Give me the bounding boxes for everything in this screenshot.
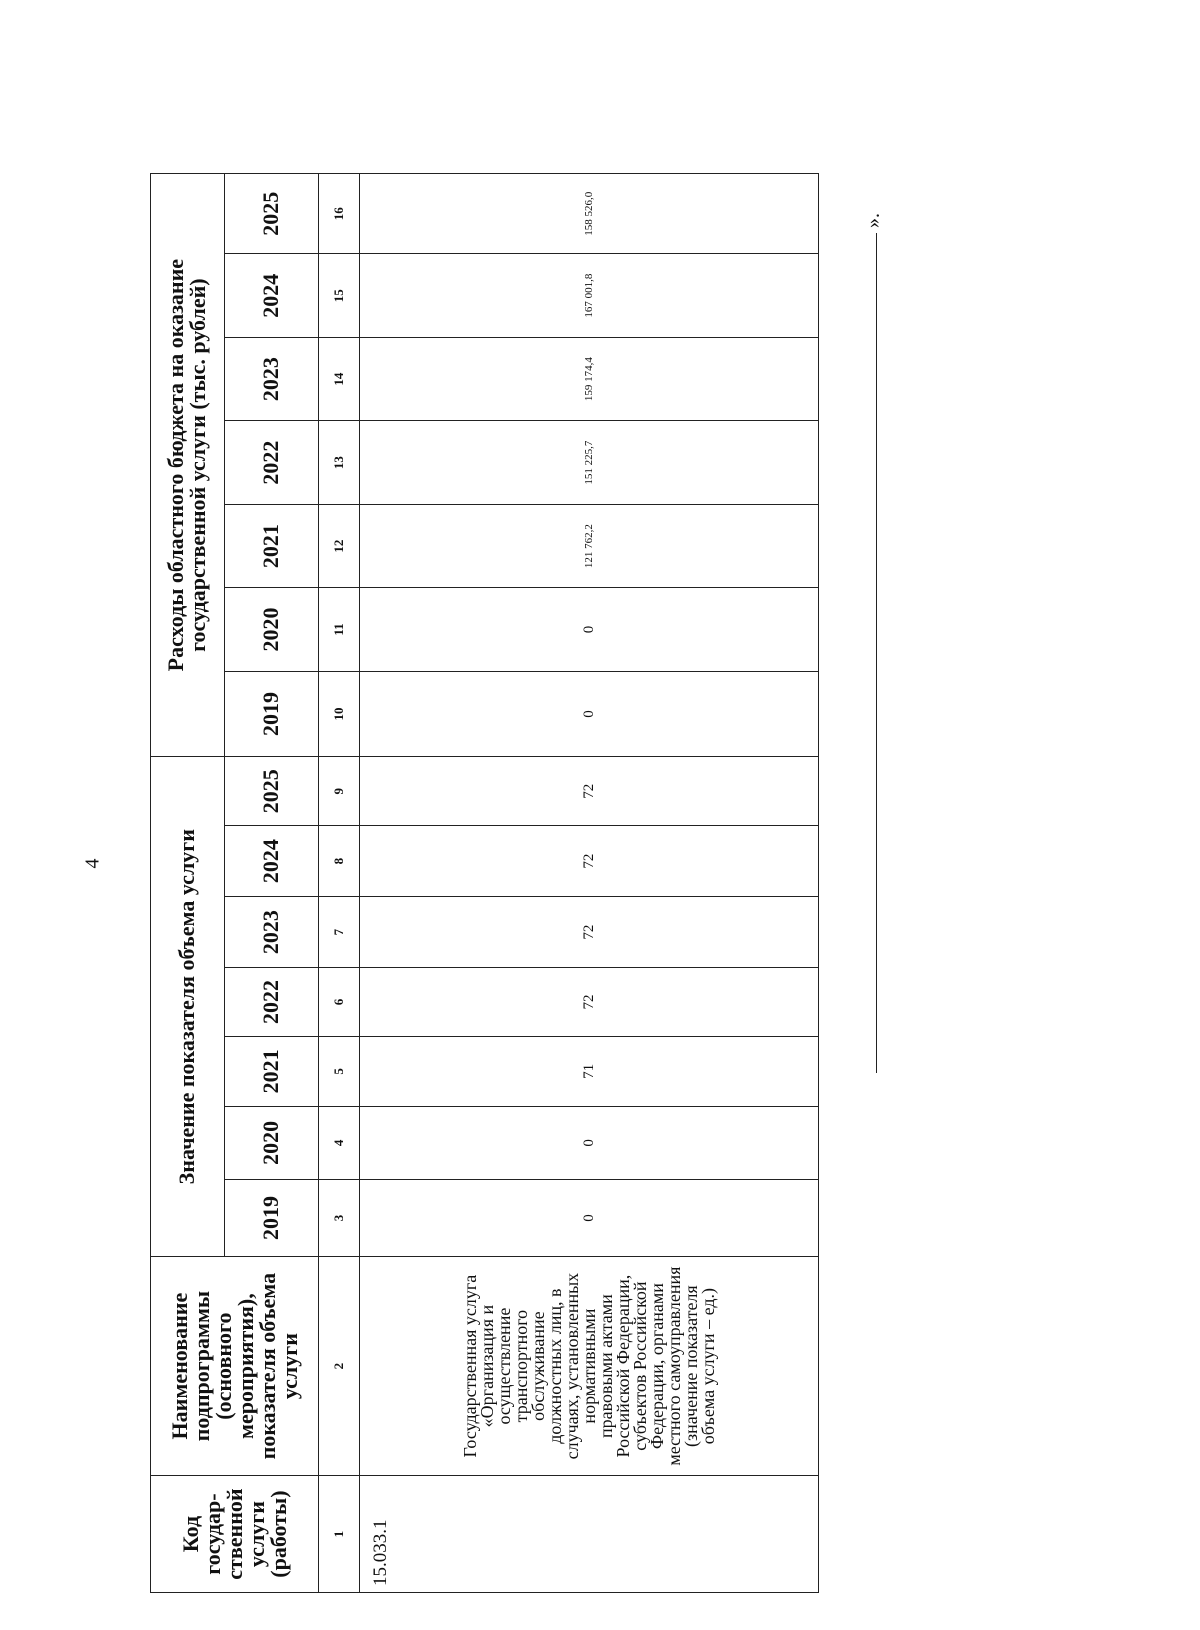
expenses-value: 121 762,2 (360, 504, 819, 587)
service-table-body (359, 173, 819, 1593)
header-volume-year: 2025 (224, 757, 319, 826)
expenses-value: 151 225,7 (360, 421, 819, 504)
volume-value: 0 (360, 1106, 819, 1179)
expenses-value: 0 (360, 671, 819, 757)
expenses-value: 167 001,8 (360, 254, 819, 337)
header-expenses-year: 2019 (224, 671, 319, 757)
expenses-value: 0 (360, 588, 819, 671)
volume-value: 72 (360, 826, 819, 897)
header-volume-year: 2023 (224, 897, 319, 968)
header-volume-year: 2019 (224, 1179, 319, 1256)
column-number: 12 (319, 504, 360, 587)
service-table (150, 173, 360, 1593)
volume-value: 72 (360, 968, 819, 1037)
closing-line (862, 203, 892, 1073)
rotated-table-page (150, 173, 884, 1593)
column-number: 11 (319, 588, 360, 671)
service-code: 15.033.1 (360, 1476, 819, 1593)
header-volume-year: 2024 (224, 826, 319, 897)
column-number: 15 (319, 254, 360, 337)
header-expenses-year: 2025 (224, 174, 319, 254)
header-volume-group: Значение показателя объема услуги (151, 757, 225, 1257)
header-volume-year: 2021 (224, 1036, 319, 1106)
column-number: 1 (319, 1476, 360, 1593)
column-number: 3 (319, 1179, 360, 1256)
column-number: 9 (319, 757, 360, 826)
service-name: Государственная услуга «Организация и осуществление транспортного обслуживание должностных лиц, в случаях, установленных нормативными правовыми актами Российской Федерации, субъектов Российской Федерации, органами местного самоуправления (значение показателя объема услуги – ед.) (360, 1257, 819, 1476)
column-number: 16 (319, 174, 360, 254)
volume-value: 71 (360, 1036, 819, 1106)
header-name: Наименование подпрограммы (основного мероприятия), показателя объема услуги (151, 1257, 319, 1476)
expenses-value: 158 526,0 (360, 174, 819, 254)
volume-value: 72 (360, 757, 819, 826)
header-expenses-year: 2021 (224, 504, 319, 587)
header-volume-year: 2022 (224, 968, 319, 1037)
column-number: 6 (319, 968, 360, 1037)
column-number: 8 (319, 826, 360, 897)
column-number: 14 (319, 337, 360, 420)
table-row (360, 174, 819, 1593)
header-volume-year: 2020 (224, 1106, 319, 1179)
header-expenses-year: 2024 (224, 254, 319, 337)
header-expenses-year: 2023 (224, 337, 319, 420)
expenses-value: 159 174,4 (360, 337, 819, 420)
column-number: 2 (319, 1257, 360, 1476)
closing-quote: ». (862, 213, 884, 228)
volume-value: 72 (360, 897, 819, 968)
column-number: 13 (319, 421, 360, 504)
column-number: 4 (319, 1106, 360, 1179)
column-number: 5 (319, 1036, 360, 1106)
column-number: 7 (319, 897, 360, 968)
header-expenses-group: Расходы областного бюджета на оказание государственной услуги (тыс. рублей) (151, 174, 225, 757)
column-number: 10 (319, 671, 360, 757)
page-number: 4 (81, 858, 104, 869)
header-expenses-year: 2020 (224, 588, 319, 671)
signature-underline (876, 233, 877, 1073)
volume-value: 0 (360, 1179, 819, 1256)
header-expenses-year: 2022 (224, 421, 319, 504)
header-code: Код государ-ственной услуги (работы) (151, 1476, 319, 1593)
